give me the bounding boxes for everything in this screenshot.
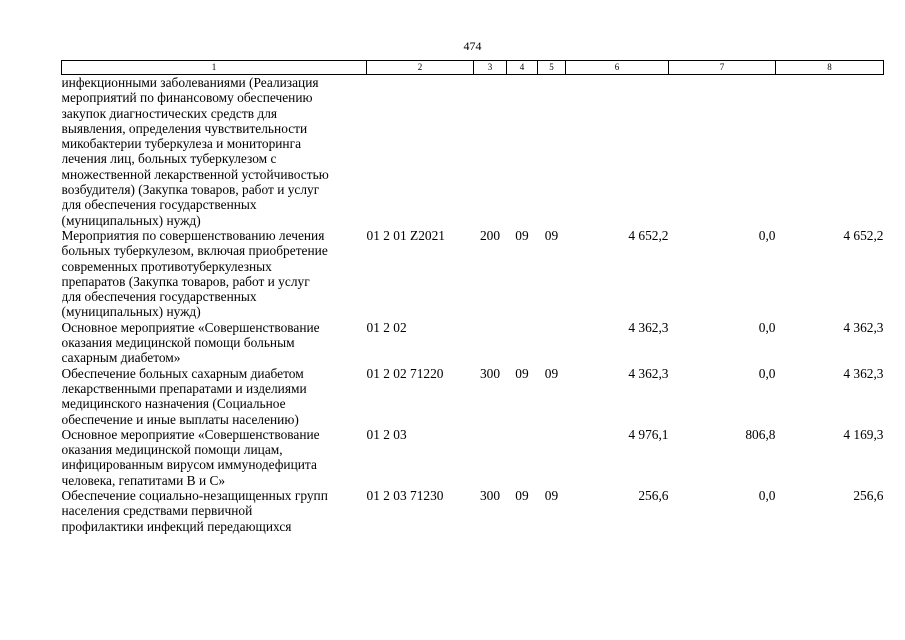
row-name-line: Мероприятия по совершенствованию лечения [61,227,325,243]
row-code [367,75,474,228]
table-row [62,427,884,488]
row-col-7: 0,0 [758,319,776,335]
row-col-6: 4 652,2 [628,227,669,243]
row-col-5 [538,75,566,228]
row-col-3 [474,427,507,488]
row-col-5: 09 [544,365,559,381]
row-name-line: Основное мероприятие «Совершенствование [61,319,320,335]
table-body [62,75,884,534]
row-name-line: обеспечение и иные выплаты населению) [61,411,299,427]
row-name [62,75,367,228]
row-col-5 [538,320,566,366]
row-name-line: выявления, определения чувствительности [61,120,308,136]
row-name-line: инфекционными заболеваниями (Реализация [61,75,319,90]
row-col-8: 4 169,3 [843,426,884,442]
row-col-7: 0,0 [758,227,776,243]
row-name-line: множественной лекарственной устойчивостью [61,166,329,182]
row-name-line: лекарственными препаратами и изделиями [61,380,307,396]
row-name-line: Обеспечение больных сахарным диабетом [61,365,304,381]
table-row [62,366,884,427]
row-col-3: 300 [479,365,501,381]
row-name [62,488,367,534]
column-header-1: 1 [62,61,367,75]
row-name-line: современных противотуберкулезных [61,258,272,274]
row-col-3: 300 [479,488,501,504]
row-code: 01 2 02 71220 [366,365,444,381]
column-header-2: 2 [367,61,474,75]
row-col-6: 4 362,3 [628,365,669,381]
row-col-4 [507,75,538,228]
column-header-3: 3 [474,61,507,75]
row-col-4: 09 [515,488,529,504]
table-row [62,75,884,228]
row-name-line: лечения лиц, больных туберкулезом с [61,151,277,167]
row-col-8: 256,6 [853,488,884,504]
row-col-4: 09 [515,227,529,243]
row-name [62,427,367,488]
column-header-4: 4 [507,61,538,75]
row-col-7 [669,75,776,228]
row-col-3 [474,75,507,228]
row-col-6: 256,6 [638,488,669,504]
row-name-line: возбудителя) (Закупка товаров, работ и услуг [61,182,320,198]
row-col-4 [507,427,538,488]
row-name-line: инфицированным вирусом иммунодефицита [61,457,317,473]
row-name-line: населения средствами первичной [61,503,253,519]
row-name-line: для обеспечения государственных [61,197,257,213]
row-name-line: (муниципальных) нужд) [61,212,201,228]
row-code: 01 2 03 71230 [366,488,444,504]
row-col-8 [776,75,884,228]
row-col-8: 4 362,3 [843,365,884,381]
row-code: 01 2 03 [366,426,407,442]
column-header-6: 6 [566,61,669,75]
row-col-4: 09 [515,365,529,381]
column-header-7: 7 [669,61,776,75]
row-name [62,228,367,320]
row-name-line: мероприятий по финансовому обеспечению [61,90,313,106]
row-col-7: 806,8 [745,426,776,442]
row-col-5 [538,427,566,488]
row-col-6: 4 362,3 [628,319,669,335]
row-name-line: Обеспечение социально-незащищенных групп [61,488,328,504]
row-col-7: 0,0 [758,365,776,381]
row-code: 01 2 02 [366,319,407,335]
row-col-6 [566,75,669,228]
row-name-line: препаратов (Закупка товаров, работ и услуг [61,273,310,289]
page-number: 474 [463,39,482,53]
row-code: 01 2 01 Z2021 [366,227,445,243]
row-name-line: человека, гепатитами В и С» [61,472,226,488]
table-row [62,228,884,320]
budget-table [61,60,884,534]
row-col-8: 4 362,3 [843,319,884,335]
header-row [62,61,884,75]
row-name-line: (муниципальных) нужд) [61,304,201,320]
table-row [62,488,884,534]
row-name-line: медицинского назначения (Социальное [61,396,286,412]
row-col-4 [507,320,538,366]
row-col-7: 0,0 [758,488,776,504]
row-name-line: микобактерии туберкулеза и мониторинга [61,136,302,152]
row-col-3: 200 [479,227,501,243]
column-header-5: 5 [538,61,566,75]
row-col-5: 09 [544,227,559,243]
row-name-line: закупок диагностических средств для [61,105,278,121]
row-name-line: сахарным диабетом» [61,350,181,366]
column-header-8: 8 [776,61,884,75]
row-name-line: для обеспечения государственных [61,289,257,305]
row-name-line: оказания медицинской помощи больным [61,335,295,351]
row-name-line: Основное мероприятие «Совершенствование [61,426,320,442]
row-name-line: оказания медицинской помощи лицам, [61,442,283,458]
table-row [62,320,884,366]
row-col-5: 09 [544,488,559,504]
row-name-line: больных туберкулезом, включая приобретение [61,243,328,259]
row-col-6: 4 976,1 [628,426,669,442]
row-name [62,320,367,366]
row-col-8: 4 652,2 [843,227,884,243]
row-name-line: профилактики инфекций передающихся [61,518,292,534]
row-name [62,366,367,427]
row-col-3 [474,320,507,366]
